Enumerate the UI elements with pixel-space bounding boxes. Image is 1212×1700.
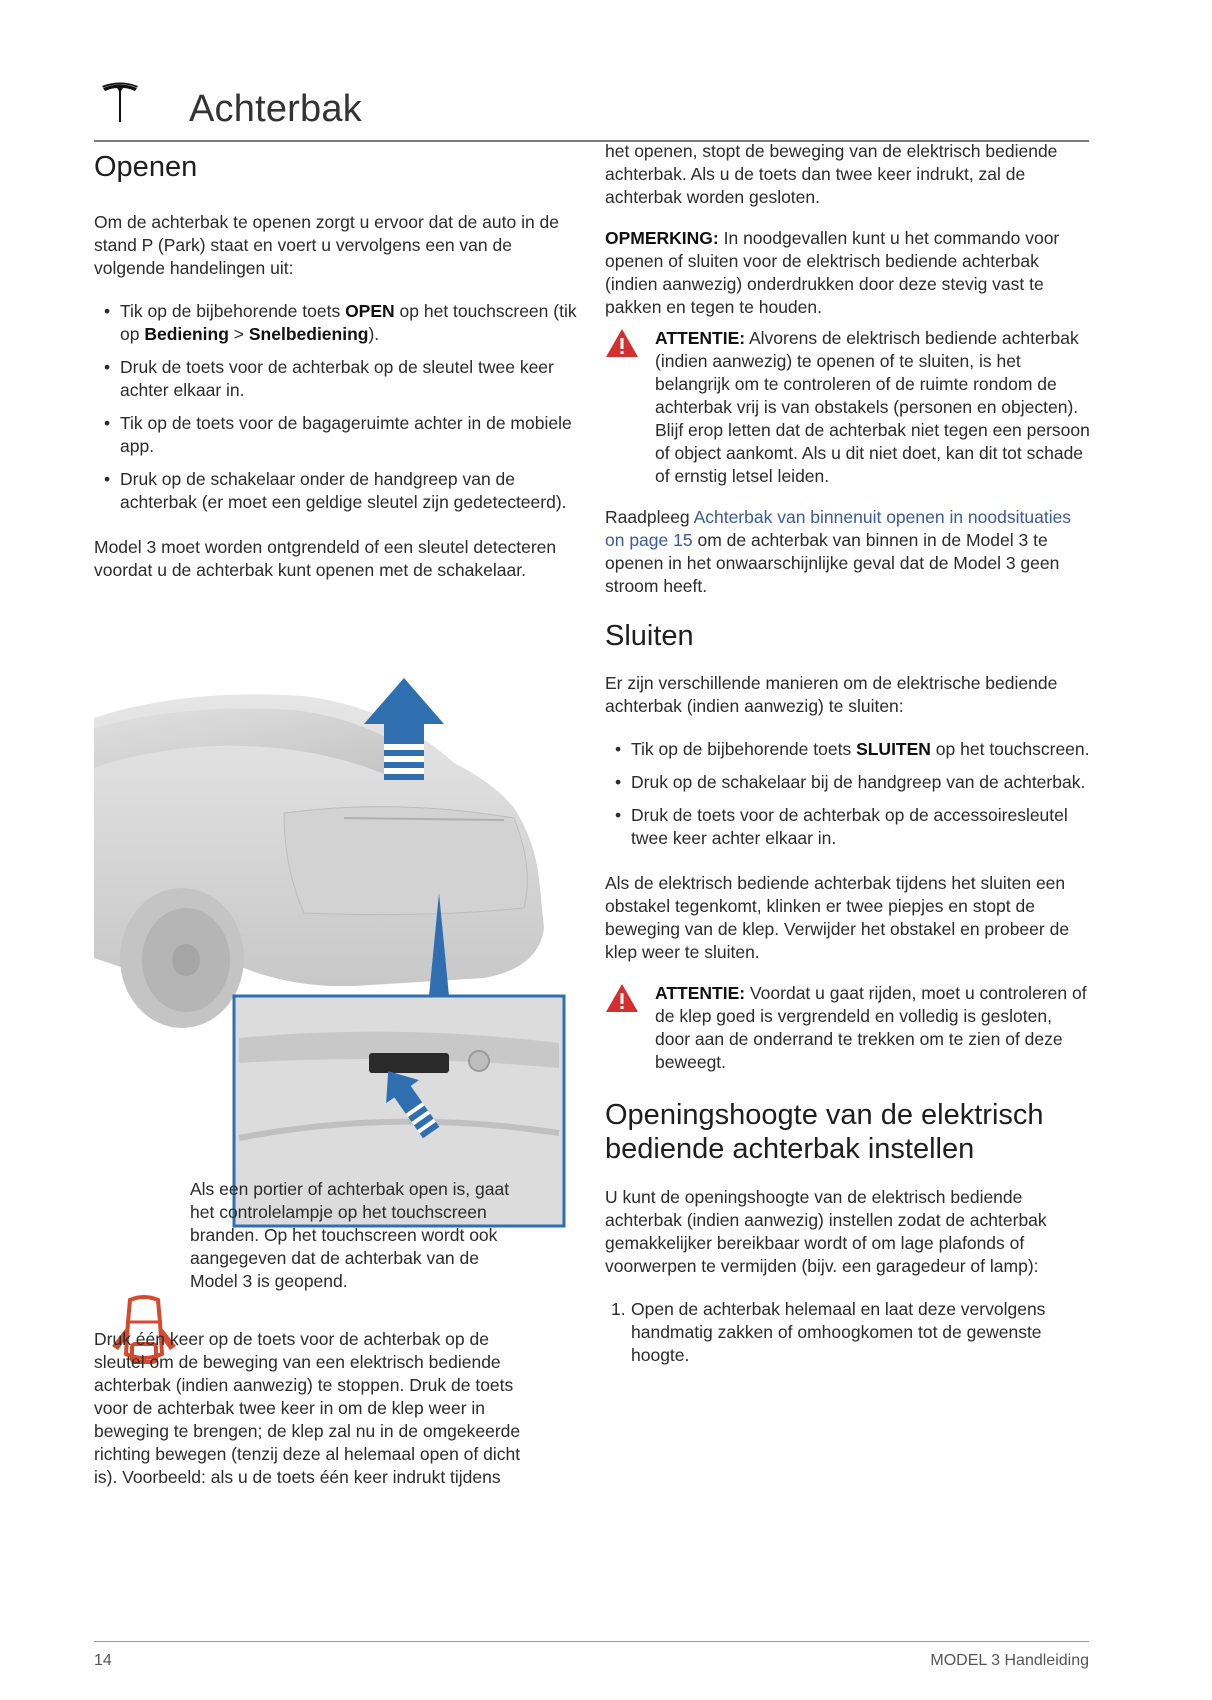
list-item: • Tik op de bijbehorende toets OPEN op het touchscreen (tik op Bediening > Snelbediening). (94, 300, 584, 346)
trunk-illustration (94, 668, 574, 1246)
sluiten-bullets (605, 738, 1090, 850)
chapter-title: Achterbak (189, 88, 362, 130)
height-steps (605, 1298, 1090, 1367)
section-heading-openingshoogte: Openingshoogte van de elektrisch bediende achterbak instellen (605, 1099, 1044, 1165)
tesla-logo-icon (100, 82, 140, 130)
warning-icon (605, 982, 639, 1014)
height-intro: U kunt de openingshoogte van de elektrisch bediende achterbak (indien aanwezig) instellen zodat de achterbak gemakkelijker bereikbaar wordt of om lage plafonds of voorwerpen te vermijden (bijv. een garagedeur of lamp): (605, 1187, 1047, 1276)
warning-label: ATTENTIE: (655, 328, 746, 348)
warning-box: ATTENTIE: Alvorens de elektrisch bediende achterbak (indien aanwezig) te openen of te sluiten, is het belangrijk om te controleren of de ruimte rondom de achterbak vrij is van obstakels (personen en objecten). Blijf erop letten dat de achterbak niet tegen een persoon of object aankomt. Als u dit niet doet, kan dit tot schade of ernstig letsel leiden. (605, 327, 1090, 488)
list-item: • Druk op de schakelaar bij de handgreep van de achterbak. (605, 771, 1090, 794)
list-item: • Druk op de schakelaar onder de handgreep van de achterbak (er moet een geldige sleutel zijn gedetecteerd). (94, 468, 584, 514)
right-column (605, 140, 1090, 1367)
manual-name: MODEL 3 Handleiding (930, 1652, 1089, 1669)
page-reference-link[interactable]: Achterbak van binnenuit openen in noodsituaties on page 15 (605, 507, 1072, 550)
left-column-top (94, 150, 584, 582)
list-item: • Tik op de toets voor de bagageruimte achter in de mobiele app. (94, 412, 584, 458)
note-paragraph: OPMERKING: In noodgevallen kunt u het commando voor openen of sluiten voor de elektrisch bediende achterbak (indien aanwezig) onderdrukken door deze stevig vast te pakken en tegen te houden. (605, 228, 1060, 317)
openen-intro: Om de achterbak te openen zorgt u ervoor dat de auto in de stand P (Park) staat en voert u vervolgens een van de volgende handelingen uit: (94, 212, 560, 278)
warning-box: ATTENTIE: Voordat u gaat rijden, moet u controleren of de klep goed is vergrendeld en volledig is gesloten, door aan de onderrand te trekken om te zien of deze beweegt. (605, 982, 1090, 1074)
list-item: 1. Open de achterbak helemaal en laat deze vervolgens handmatig zakken of omhoogkomen tot de gewenste hoogte. (611, 1299, 1046, 1365)
obstacle-text: Als de elektrisch bediende achterbak tijdens het sluiten een obstakel tegenkomt, klinken er twee piepjes en stopt de beweging van de klep. Verwijder het obstakel en probeer de klep weer te sluiten. (605, 873, 1070, 962)
reference-paragraph: Raadpleeg Achterbak van binnenuit openen in noodsituaties on page 15 om de achterbak van binnen in de Model 3 te openen in het onwaarschijnlijke geval dat de Model 3 geen stroom heeft. (605, 507, 1072, 596)
warning-icon (605, 327, 639, 359)
note-label: OPMERKING: (605, 228, 719, 248)
page-header (94, 82, 1089, 142)
list-item: • Druk de toets voor de achterbak op de sleutel twee keer achter elkaar in. (94, 356, 584, 402)
footer-divider (94, 1641, 1089, 1642)
list-item: • Tik op de bijbehorende toets SLUITEN op het touchscreen. (605, 738, 1090, 761)
section-heading-sluiten: Sluiten (605, 620, 694, 652)
continued-text: het openen, stopt de beweging van de elektrisch bediende achterbak. Als u de toets dan twee keer indrukt, zal de achterbak worden gesloten. (605, 141, 1058, 207)
page-number: 14 (94, 1652, 112, 1669)
warning-label: ATTENTIE: (655, 983, 746, 1003)
list-item: • Druk de toets voor de achterbak op de accessoiresleutel twee keer achter elkaar in. (605, 804, 1090, 850)
openen-bullets (94, 300, 584, 514)
stop-text: Druk één keer op de toets voor de achterbak op de sleutel om de beweging van een elektrisch bediende achterbak (indien aanwezig) te stoppen. Druk de toets voor de achterbak twee keer in om de klep weer in beweging te brengen; de klep zal nu in de omgekeerde richting bewegen (tenzij deze al helemaal open of dicht is). Voorbeeld: als u de toets één keer indrukt tijdens (94, 1329, 521, 1487)
indicator-text: Als een portier of achterbak open is, gaat het controlelampje op het touchscreen branden. Op het touchscreen wordt ook aangegeven dat de achterbak van de Model 3 is geopend. (190, 1179, 510, 1291)
section-heading-openen: Openen (94, 151, 198, 183)
model3-note: Model 3 moet worden ontgrendeld of een sleutel detecteren voordat u de achterbak kunt openen met de schakelaar. (94, 537, 557, 580)
sluiten-intro: Er zijn verschillende manieren om de elektrische bediende achterbak (indien aanwezig) te sluiten: (605, 673, 1058, 716)
